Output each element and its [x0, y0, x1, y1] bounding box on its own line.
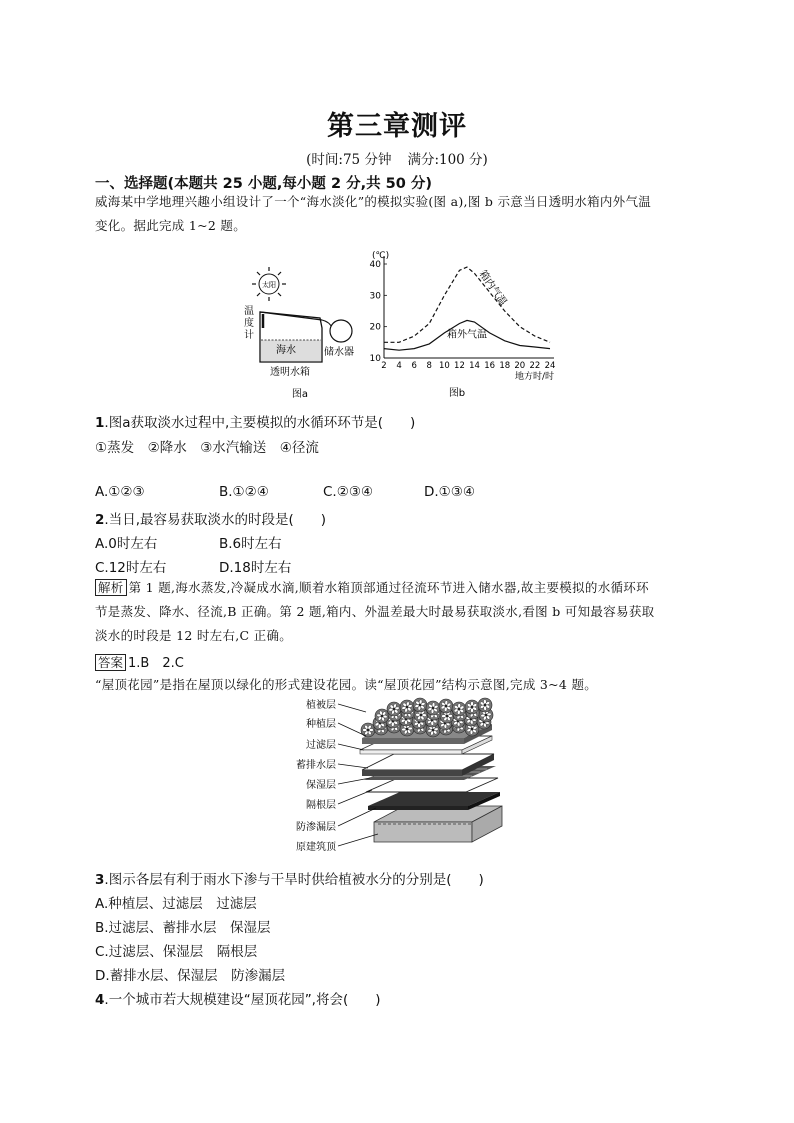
exam-time: (时间:75 分钟	[306, 152, 392, 168]
leader-line	[338, 790, 372, 804]
flower-center	[381, 715, 384, 718]
x-tick-label: 20	[514, 361, 526, 371]
analysis-block	[95, 576, 705, 648]
analysis-tag: 解析	[95, 579, 127, 596]
roof-layer-label: 隔根层	[306, 800, 336, 811]
option-d[interactable]: D.18时左右	[219, 560, 292, 576]
flower-center	[458, 708, 461, 711]
roof-layer-label: 种植层	[306, 719, 336, 730]
option-c[interactable]: C.12时左右	[95, 560, 167, 576]
question-number: 4	[95, 992, 105, 1008]
sun-label: 太阳	[262, 281, 276, 289]
figure-b-chart	[364, 246, 560, 402]
roof-garden-figure	[286, 694, 516, 860]
vegetation-layer	[361, 698, 493, 737]
question-4	[95, 988, 381, 1008]
leader-line	[338, 744, 364, 750]
answer-tag: 答案	[95, 654, 126, 671]
section-heading: 一、选择题(本题共 25 小题,每小题 2 分,共 50 分)	[95, 176, 433, 192]
roof-layer-label: 过滤层	[306, 740, 336, 751]
flower-petal	[378, 724, 381, 729]
intro-paragraph-2: “屋顶花园”是指在屋顶以绿化的形式建设花园。读“屋顶花园”结构示意图,完成 3~4 题。	[95, 677, 598, 692]
option-d[interactable]: D.蓄排水层、保湿层 防渗漏层	[95, 968, 286, 984]
option-b[interactable]: B.过滤层、蓄排水层 保湿层	[95, 920, 271, 936]
x-axis-label: 地方时/时	[514, 372, 554, 382]
analysis-line: 第 1 题,海水蒸发,冷凝成水滴,顺着水箱顶部通过径流环节进入储水器,故主要模拟的水循环环	[128, 580, 649, 595]
flower-center	[485, 714, 488, 717]
sun-icon	[252, 267, 286, 301]
question-text: .图a获取淡水过程中,主要模拟的水循环环节是( )	[104, 415, 416, 431]
original-roof-layer	[374, 806, 502, 842]
x-tick-label: 24	[544, 361, 556, 371]
x-tick-label: 10	[438, 361, 450, 371]
roof-layer-label: 防渗漏层	[296, 822, 336, 833]
leader-line	[338, 834, 378, 846]
option-c[interactable]: C.过滤层、保湿层 隔根层	[95, 944, 258, 960]
x-tick-label: 4	[396, 361, 402, 371]
flower-center	[471, 728, 474, 731]
chart-unit: (℃)	[372, 251, 390, 261]
exam-meta	[0, 148, 794, 168]
question-3	[95, 868, 484, 888]
page-title: 第三章测评	[327, 111, 467, 142]
reservoir	[330, 320, 352, 342]
leader-line	[338, 704, 366, 712]
analysis-line: 节是蒸发、降水、径流,B 正确。第 2 题,箱内、外温差最大时最易获取淡水,看图 b 可知最容易获取	[95, 604, 655, 619]
roof-layer-label: 原建筑顶	[296, 842, 336, 853]
flower-center	[432, 707, 435, 710]
sea-label: 海水	[276, 345, 296, 356]
answer-text: 1.B 2.C	[128, 656, 184, 671]
flower-center	[445, 705, 448, 708]
flower-center	[484, 704, 487, 707]
root-barrier-layer	[366, 778, 498, 792]
box-slope	[260, 312, 322, 320]
question-text: .当日,最容易获取淡水的时段是( )	[104, 512, 327, 528]
figure-b-caption: 图b	[448, 388, 466, 399]
leader-line	[338, 764, 368, 768]
question-number: 3	[95, 872, 105, 888]
option-b[interactable]: B.①②④	[219, 484, 269, 500]
intro-line: 威海某中学地理兴趣小组设计了一个“海水淡化”的模拟实验(图 a),图 b 示意当日透明水箱内外气温	[95, 194, 652, 209]
x-tick-label: 6	[411, 361, 417, 371]
x-tick-label: 2	[381, 361, 387, 371]
question-text: .一个城市若大规模建设“屋顶花园”,将会( )	[104, 992, 381, 1008]
option-b[interactable]: B.6时左右	[219, 536, 282, 552]
option-a[interactable]: A.种植层、过滤层 过滤层	[95, 896, 257, 912]
y-tick-label: 20	[369, 322, 381, 333]
x-tick-label: 12	[454, 361, 465, 371]
thermo-label: 温	[244, 306, 254, 317]
y-tick-label: 30	[369, 291, 381, 302]
option-a[interactable]: A.0时左右	[95, 536, 158, 552]
y-tick-label: 10	[369, 354, 381, 364]
x-tick-label: 18	[499, 361, 511, 371]
thermo-label: 计	[244, 330, 254, 341]
intro-line: 变化。据此完成 1~2 题。	[95, 218, 247, 233]
flower-center	[420, 714, 423, 717]
flower-center	[406, 706, 409, 709]
question-text: .图示各层有利于雨水下渗与干旱时供给植被水分的分别是( )	[104, 872, 484, 888]
question-1-items: ①蒸发 ②降水 ③水汽输送 ④径流	[95, 440, 319, 456]
roof-layer-label: 植被层	[306, 700, 336, 711]
outside-series-label: 箱外气温	[447, 329, 487, 341]
exam-score: 满分:100 分)	[407, 152, 488, 168]
flower-center	[419, 704, 422, 707]
x-tick-label: 22	[529, 361, 541, 371]
roof-layer-label: 蓄排水层	[296, 760, 336, 771]
x-tick-label: 8	[426, 361, 432, 371]
intro-paragraph-1	[95, 190, 700, 238]
flower-center	[367, 729, 370, 732]
reservoir-label: 储水器	[324, 347, 354, 358]
y-tick-label: 40	[369, 260, 381, 270]
x-tick-label: 16	[484, 361, 496, 371]
flower-center	[446, 715, 449, 718]
roof-layer-label: 保湿层	[306, 780, 336, 791]
flower-center	[471, 706, 474, 709]
box-label: 透明水箱	[270, 367, 310, 378]
question-number: 1	[95, 415, 105, 431]
analysis-line: 淡水的时段是 12 时左右,C 正确。	[95, 628, 293, 643]
inside-series-label: 箱内气温	[476, 268, 509, 308]
leader-line	[338, 778, 370, 784]
question-1	[95, 411, 415, 431]
x-tick-label: 14	[469, 361, 480, 371]
leader-line	[338, 808, 376, 826]
question-number: 2	[95, 512, 105, 528]
thermo-label: 度	[244, 318, 254, 329]
flower-petal	[445, 700, 448, 705]
figure-a-caption: 图a	[291, 389, 309, 400]
option-a[interactable]: A.①②③	[95, 484, 145, 500]
answer-block	[95, 652, 184, 671]
flower-petal	[442, 715, 446, 718]
option-c[interactable]: C.②③④	[323, 484, 374, 500]
flower-petal	[484, 706, 487, 710]
flower-center	[393, 708, 396, 711]
flower-center	[432, 729, 435, 732]
option-d[interactable]: D.①③④	[424, 484, 475, 500]
question-2	[95, 508, 326, 528]
figure-a	[240, 262, 370, 402]
flower-center	[406, 728, 409, 731]
